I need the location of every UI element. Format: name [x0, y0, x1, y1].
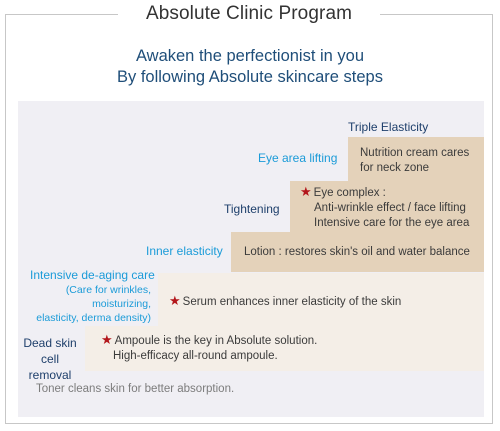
step-intensive-box — [158, 273, 484, 326]
step-inner-label: Inner elasticity — [146, 244, 223, 258]
tightening-text-1: Eye complex : — [313, 187, 386, 199]
subtitle-line-2: By following Absolute skincare steps — [117, 68, 383, 86]
step-eye-box — [348, 137, 484, 181]
step-dead-skin-box — [85, 326, 484, 371]
tightening-text-3: Intensive care for the eye area — [314, 217, 470, 229]
step-tightening-label: Tightening — [224, 202, 280, 216]
page-title: Absolute Clinic Program — [118, 2, 380, 26]
dead-skin-label-1: Dead skin — [23, 336, 77, 350]
footer-note: Toner cleans skin for better absorption. — [36, 383, 235, 395]
tightening-text-2: Anti-wrinkle effect / face lifting — [314, 202, 466, 214]
intensive-sub-3: elasticity, derma density) — [36, 312, 151, 324]
step-dead-skin-label — [20, 335, 80, 383]
step-eye-label: Eye area lifting — [258, 151, 338, 165]
star-icon: ★ — [300, 184, 312, 199]
dead-skin-text-1: Ampoule is the key in Absolute solution. — [114, 335, 318, 347]
intensive-sub-2: moisturizing, — [92, 298, 151, 310]
intensive-sub-1: (Care for wrinkles, — [65, 284, 151, 296]
star-icon: ★ — [101, 332, 113, 347]
subtitle-line-1: Awaken the perfectionist in you — [135, 47, 365, 65]
dead-skin-text-2: High-efficacy all-round ampoule. — [113, 350, 278, 362]
dead-skin-label-2: cell removal — [28, 352, 72, 382]
step-inner-box — [231, 232, 484, 272]
step-triple-label: Triple Elasticity — [348, 120, 429, 134]
step-tightening-box — [290, 181, 484, 232]
eye-text-1: Nutrition cream cares — [360, 147, 470, 159]
intensive-text-1: Serum enhances inner elasticity of the skin — [182, 296, 402, 308]
inner-text-1: Lotion : restores skin's oil and water balance — [244, 246, 470, 258]
eye-text-2: for neck zone — [360, 162, 430, 174]
step-intensive-label: Intensive de-aging care — [30, 268, 155, 282]
star-icon: ★ — [169, 293, 181, 308]
